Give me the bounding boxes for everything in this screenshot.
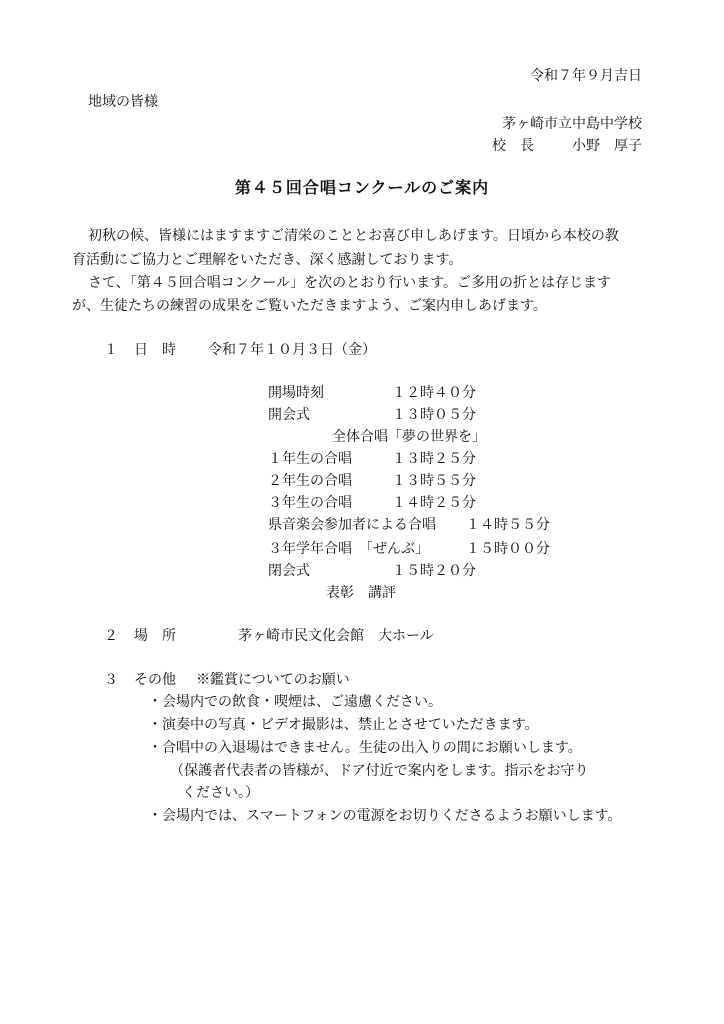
schedule-label: 開場時刻 [268,385,324,401]
schedule-time: １４時５５分 [466,517,550,533]
principal-name: 小野 厚子 [572,138,642,154]
body-line-4: が、生徒たちの練習の成果をご覧いただきますよう、ご案内申しあげます。 [72,298,547,314]
schedule-label: ３年学年合唱 「ぜんぶ」 [268,541,429,557]
note-item: ・会場内では、スマートフォンの電源をお切りくださるようお願いします。 [148,808,622,824]
schedule-label: 開会式 [268,407,310,423]
note-item: （保護者代表者の皆様が、ドア付近で案内をします。指示をお守り [170,763,589,779]
section-3-number: ３ [104,672,118,688]
recipient: 地域の皆様 [88,94,158,110]
note-item: ・会場内での飲食・喫煙は、ご遠慮ください。 [148,694,442,710]
principal-title: 校 長 [492,138,534,154]
body-line-1: 初秋の候、皆様にはますますご清栄のこととお喜び申しあげます。日頃から本校の教 [88,228,619,244]
schedule-label: 県音楽会参加者による合唱 [268,517,436,533]
schedule-time: １３時０５分 [392,407,476,423]
section-1-heading: 日 時 [134,342,176,358]
section-3-heading: その他 [134,672,176,688]
section-2-venue: 茅ヶ崎市民文化会館 大ホール [238,628,434,644]
section-1-number: １ [104,342,118,358]
schedule-time: １３時５５分 [392,473,476,489]
schedule-label: １年生の合唱 [268,451,352,467]
schedule-time: １３時２５分 [392,451,476,467]
schedule-time: １２時４０分 [392,385,476,401]
body-line-3: さて、「第４５回合唱コンクール」を次のとおり行います。ご多用の折とは存じます [88,275,612,291]
schedule-time: １４時２５分 [392,495,476,511]
schedule-label: 閉会式 [268,563,310,579]
section-1-date: 令和７年１０月３日（金） [208,342,376,358]
note-item: ・演奏中の写真・ビデオ撮影は、禁止とさせていただきます。 [148,717,539,733]
section-2-number: ２ [104,628,118,644]
schedule-label: ３年生の合唱 [268,495,352,511]
page-title: 第４５回合唱コンクールのご案内 [234,178,490,197]
schedule-label: 全体合唱「夢の世界を」 [332,429,486,445]
school-name: 茅ヶ崎市立中島中学校 [502,116,642,132]
schedule-time: １５時００分 [466,541,550,557]
section-2-heading: 場 所 [134,628,176,644]
document-date: 令和７年９月吉日 [530,68,642,84]
schedule-time: １５時２０分 [392,563,476,579]
note-item: ください。） [182,785,259,801]
schedule-label: ２年生の合唱 [268,473,352,489]
section-3-subheading: ※鑑賞についてのお願い [196,672,350,688]
body-line-2: 育活動にご協力とご理解をいただき、深く感謝しております。 [72,252,463,268]
schedule-label: 表彰 講評 [326,585,396,601]
note-item: ・合唱中の入退場はできません。生徒の出入りの間にお願いします。 [148,740,582,756]
